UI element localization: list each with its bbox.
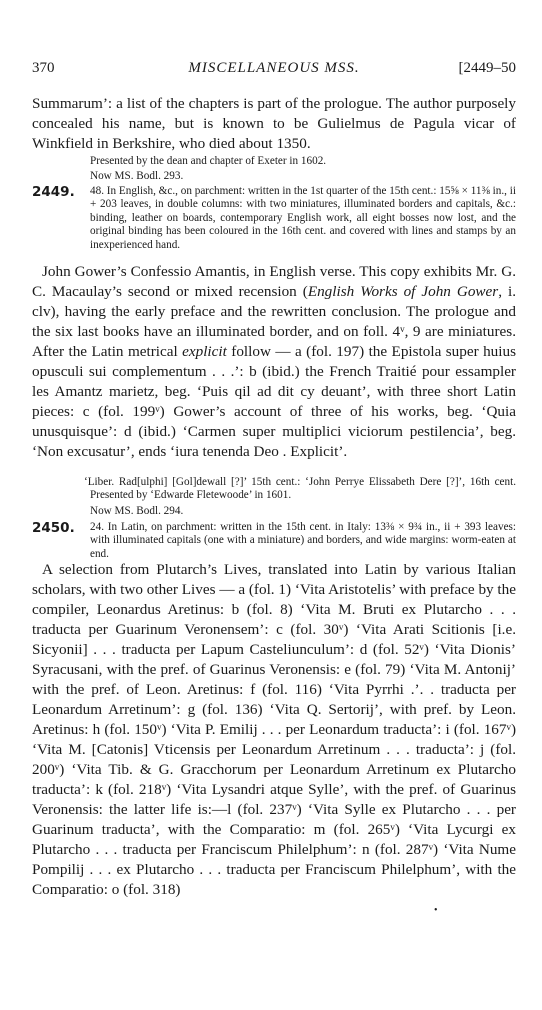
entry-2449-provenance-note: ‘Liber. Rad[ulphi] [Gol]dewall [?]’ 15th cent.: ‘John Perrye Elissabeth Dere [?]’, 16th cent. Presented by ‘Edwarde Fletewoode’ in 1601. xyxy=(84,476,516,502)
entry-2449-text-d: a (fol. 197) the Epistola super huius opusculi sui complementum . . .’: b (ibid.) the French Traitié pour essampler les Amantz marietz, beg. ‘Puis qil ad dit cy deuant’, with three short Latin pieces: c (fol. 199ᵛ) Gower’s account of three of his works, beg. ‘Quia unusquisque’: d (ibid.) ‘Carmen super multiplici viciorum pestilencia’, beg. ‘Non excusatur’, ends ‘iura tenenda Deo . Explicit’. xyxy=(32,343,516,460)
running-title: MISCELLANEOUS MSS. xyxy=(188,60,360,76)
entry-number-2450: 2450. xyxy=(32,520,75,536)
entry-2449-paragraph xyxy=(32,262,516,462)
entry-2450-paragraph: A selection from Plutarch’s Lives, translated into Latin by various Italian scholars, with two other Lives — a (fol. 1) ‘Vita Aristotelis’ with preface by the compiler, Leonardus Aretinus: b (fol. 8) ‘Vita M. Bruti ex Plutarcho . . . traducta per Guarinum Veronensem’: c (fol. 30ᵛ) ‘Vita Arati Scitionis [i.e. Sicyonii] . . . traducta per Lapum Casteliunculum’: d (fol. 52ᵛ) ‘Vita Dionis’ Syracusani, with the pref. of Guarinus Veronensis: e (fol. 79) ‘Vita M. Antonij’ with the pref. of Leon. Aretinus: f (fol. 116) ‘Vita Pyrrhi .’. . traducta per Leonardum Arretinum’: g (fol. 136) ‘Vita Q. Sertorij’, with pref. by Leon. Aretinus: h (fol. 150ᵛ) ‘Vita P. Emilij . . . per Leonardum traducta’: i (fol. 167ᵛ) ‘Vita M. [Catonis] Vticensis per Leonardum Arretinum . . . traducta’: j (fol. 200ᵛ) ‘Vita Tib. & G. Gracchorum per Leonardum Arretinum ex Plutarcho traducta’: k (fol. 218ᵛ) ‘Vita Lysandri atque Sylle’, with the pref. of Guarinus Veronensis: the latter life is:—l (fol. 237ᵛ) ‘Vita Sylle ex Plutarcho . . . per Guarinum traducta’, with the Comparatio: m (fol. 265ᵛ) ‘Vita Lycurgi ex Plutarcho . . . traducta per Franciscum Philelphum’: n (fol. 287ᵛ) ‘Vita Nume Pompilij . . . ex Plutarcho . . . traducta per Franciscum Philelphum’, with the Comparatio: o (fol. 318) xyxy=(32,561,516,898)
now-ms-1: Now MS. Bodl. 293. xyxy=(90,170,184,182)
ink-speck: • xyxy=(434,905,438,916)
entry-2450-description: 24. In Latin, on parchment: written in the 15th cent. in Italy: 13⅜ × 9¾ in., ii + 393 leaves: with illuminated capitals (one with a miniature) and borders, and wide margins: worm-eaten at end. xyxy=(90,521,516,560)
page-number: 370 xyxy=(32,60,55,76)
entry-2449-text-c: follow — xyxy=(226,343,295,360)
entry-number-2449: 2449. xyxy=(32,184,75,200)
entry-2449-text-a: John Gower’s Confessio Amantis, in English verse. This copy exhibits Mr. G. C. Macaulay’s second or mixed recension ( xyxy=(32,263,516,300)
entry-2449-description: 48. In English, &c., on parchment: written in the 1st quarter of the 15th cent.: 15⅝ × 11⅜ in., ii + 203 leaves, in double columns: with two miniatures, illuminated borders and capitals, &c.: binding, leather on boards, contemporary English work, all eight bosses now lost, and the original binding has been coloured in the 16th cent. and covered with lines and stamps by an inexperienced hand. xyxy=(90,185,516,251)
page-header xyxy=(32,60,516,82)
entry-range: [2449–50 xyxy=(458,60,516,76)
entry-2449-italic-explicit: explicit xyxy=(182,343,227,360)
intro-paragraph: Summarum’: a list of the chapters is part of the prologue. The author purposely concealed his name, but is known to be Gulielmus de Pagula vicar of Winkfield in Berkshire, who died about 1350. xyxy=(32,95,516,152)
entry-2449-italic-title: English Works of John Gower xyxy=(307,283,499,300)
now-ms-2: Now MS. Bodl. 294. xyxy=(90,505,184,517)
presented-note-1: Presented by the dean and chapter of Exeter in 1602. xyxy=(90,155,327,167)
entry-2449-text-b: , i. clv), having the early preface and the rewritten conclusion. The prologue and the six last books have an illuminated border, and on foll. 4ᵛ, 9 are miniatures. After the Latin metrical xyxy=(32,283,516,360)
